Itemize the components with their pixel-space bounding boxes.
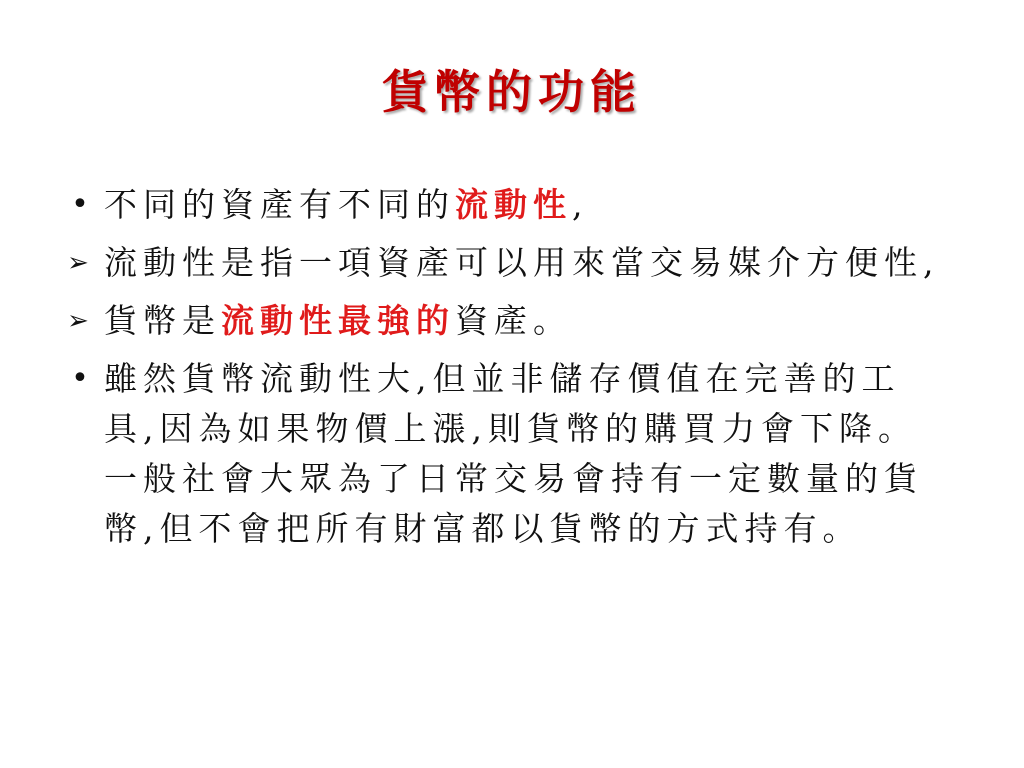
item-text: 雖然貨幣流動性大,但並非儲存價值在完善的工具,因為如果物價上漲,則貨幣的購買力會下降。一般社會大眾為了日常交易會持有一定數量的貨幣,但不會把所有財富都以貨幣的方式持有。 <box>104 359 923 548</box>
item-text: 不同的資產有不同的 <box>104 185 455 224</box>
slide-title: 貨幣的功能 <box>382 65 642 119</box>
item-text: 資產。 <box>455 301 572 340</box>
slide-content <box>60 180 940 562</box>
bullet-marker: • <box>71 187 95 222</box>
arrow-marker: ➢ <box>67 306 95 336</box>
arrow-marker: ➢ <box>67 248 95 278</box>
item-text: 流動性是指一項資產可以用來當交易媒介方便性, <box>104 243 940 282</box>
highlighted-text: 流動性最強的 <box>221 301 455 340</box>
list-item <box>60 180 940 230</box>
bullet-marker: • <box>71 361 95 396</box>
item-text: 貨幣是 <box>104 301 221 340</box>
list-item <box>60 354 940 554</box>
list-item <box>60 238 940 288</box>
list-item <box>60 296 940 346</box>
item-text: , <box>572 185 589 224</box>
highlighted-text: 流動性 <box>455 185 572 224</box>
